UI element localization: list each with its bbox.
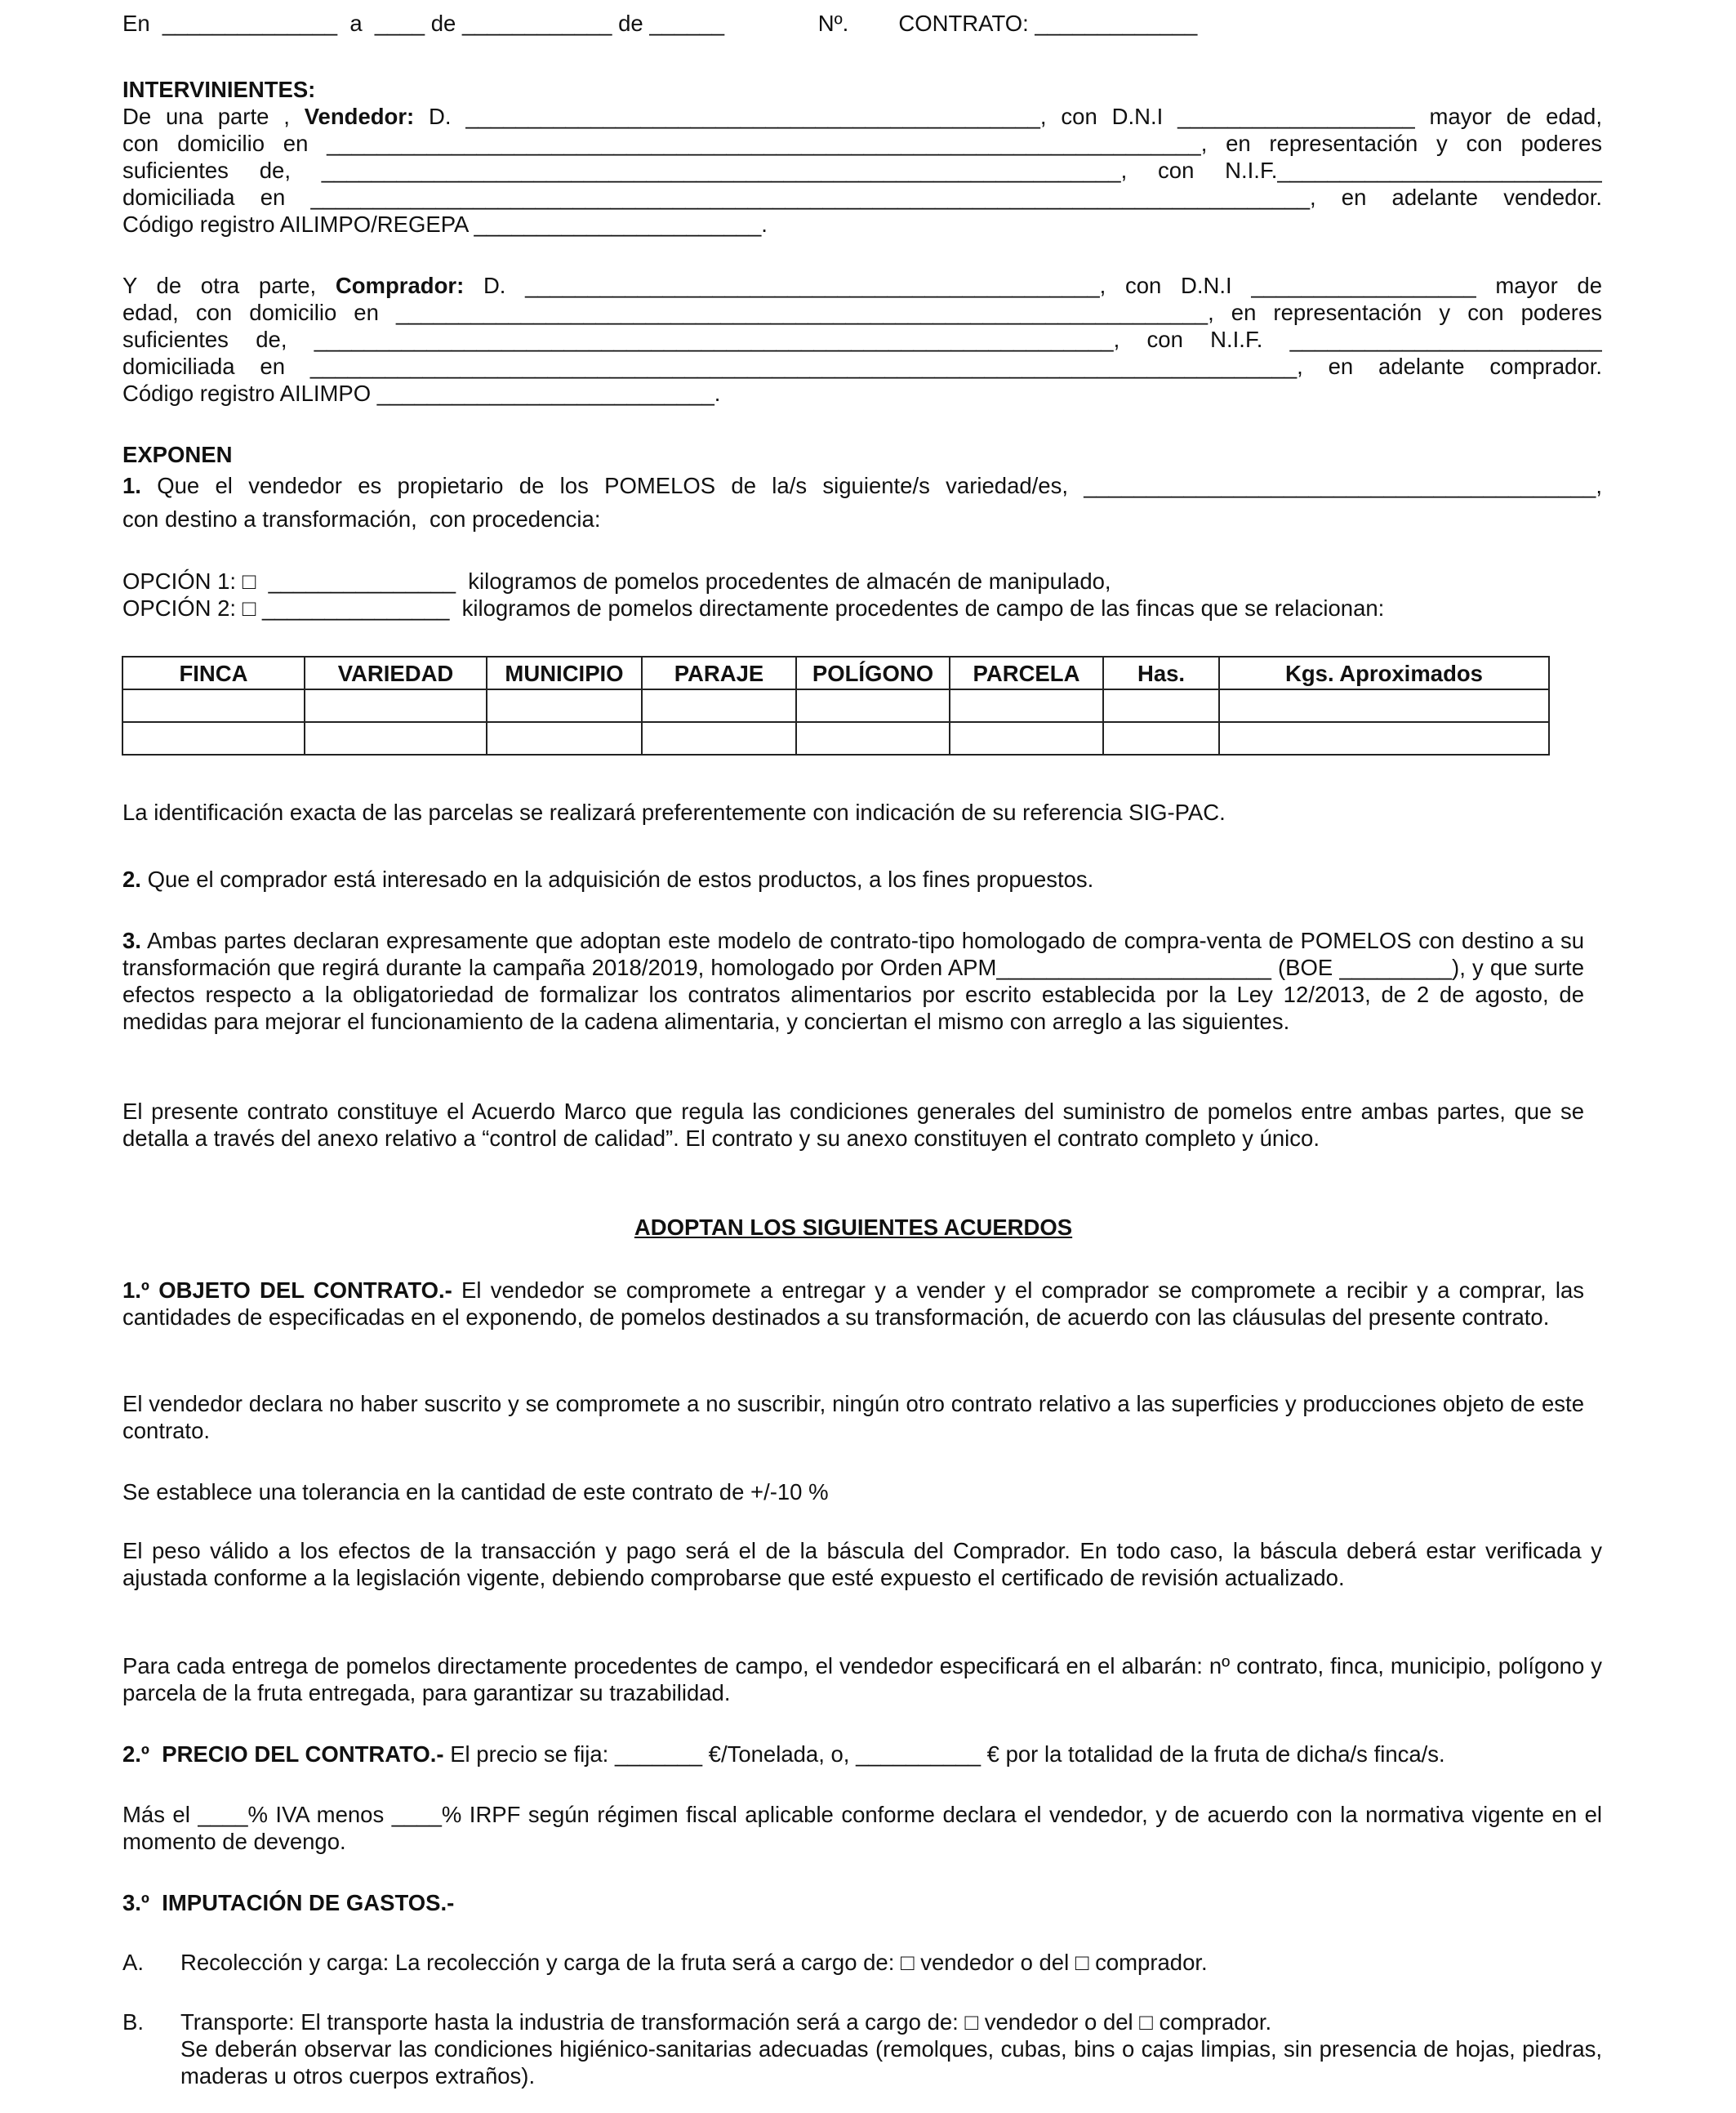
column-header: PARCELA	[950, 657, 1103, 689]
sigpac-note: La identificación exacta de las parcelas se realizará preferentemente con indicación de su referencia SIG-PAC.	[122, 800, 1226, 825]
column-header: PARAJE	[642, 657, 796, 689]
column-header: FINCA	[122, 657, 305, 689]
table-cell[interactable]	[1219, 689, 1549, 722]
column-header: POLÍGONO	[796, 657, 950, 689]
exponen-heading: EXPONEN	[122, 442, 233, 467]
table-header-row	[122, 657, 1549, 689]
table-cell[interactable]	[796, 689, 950, 722]
table-cell[interactable]	[1103, 722, 1219, 755]
acuerdos-heading: ADOPTAN LOS SIGUIENTES ACUERDOS	[634, 1215, 1073, 1240]
table-cell[interactable]	[122, 689, 305, 722]
clausula-gastos: 3.º IMPUTACIÓN DE GASTOS.-	[122, 1890, 455, 1915]
item-a-text: Recolección y carga: La recolección y carga de la fruta será a cargo de: □ vendedor o del □ comprador.	[180, 1950, 1208, 1975]
exponen-3: 3. Ambas partes declaran expresamente que adoptan este modelo de contrato-tipo homologado de compra-venta de POMELOS con destino a su transformación que regirá durante la campaña 2018/2019, homologado por Orden APM______________________ (BOE _________), y que surte efectos respecto a la obligatoriedad de formalizar los contratos alimentarios por escrito establecida por la Ley 12/2013, de 2 de agosto, de medidas para mejorar el funcionamiento de la cadena alimentaria, y conciertan el mismo con arreglo a las siguientes.	[122, 928, 1584, 1034]
table-row	[122, 689, 1549, 722]
vendedor-line-1: De una parte , Vendedor: D. ______________________________________________, con D.N.I ___________________ mayor de edad,	[122, 104, 1602, 129]
column-header: Has.	[1103, 657, 1219, 689]
opcion-2: OPCIÓN 2: □ _______________ kilogramos de pomelos directamente procedentes de campo de las fincas que se relacionan:	[122, 595, 1385, 621]
opcion-1: OPCIÓN 1: □ _______________ kilogramos de pomelos procedentes de almacén de manipulado,	[122, 568, 1111, 594]
vendedor-line-3: suficientes de, ________________________________________________________________, con N.I.F.__________________________	[122, 158, 1602, 183]
table-cell[interactable]	[642, 689, 796, 722]
vendedor-line-4: domiciliada en ________________________________________________________________________________, en adelante vendedor.	[122, 185, 1602, 210]
comprador-line-1: Y de otra parte, Comprador: D. ______________________________________________, con D.N.I __________________ mayor de	[122, 273, 1602, 298]
tolerancia-paragraph: Se establece una tolerancia en la cantidad de este contrato de +/-10 %	[122, 1479, 829, 1505]
intervinientes-heading: INTERVINIENTES:	[122, 77, 316, 102]
table-cell[interactable]	[1219, 722, 1549, 755]
table-row	[122, 722, 1549, 755]
vendedor-line-2: con domicilio en ______________________________________________________________________, en representación y con poderes	[122, 131, 1602, 156]
comprador-line-4: domiciliada en _______________________________________________________________________________, en adelante comprador.	[122, 354, 1602, 379]
table-cell[interactable]	[487, 722, 642, 755]
no-suscrito-paragraph: El vendedor declara no haber suscrito y se compromete a no suscribir, ningún otro contrato relativo a las superficies y producciones objeto de este contrato.	[122, 1391, 1584, 1443]
exponen-1-line-1: 1. Que el vendedor es propietario de los POMELOS de la/s siguiente/s variedad/es, _________________________________________,	[122, 473, 1602, 498]
vendedor-line-5: Código registro AILIMPO/REGEPA _______________________.	[122, 212, 768, 237]
table-cell[interactable]	[796, 722, 950, 755]
table-cell[interactable]	[1103, 689, 1219, 722]
column-header: Kgs. Aproximados	[1219, 657, 1549, 689]
item-b-letter: B.	[122, 2009, 144, 2035]
column-header: MUNICIPIO	[487, 657, 642, 689]
acuerdo-marco-paragraph: El presente contrato constituye el Acuerdo Marco que regula las condiciones generales del suministro de pomelos entre ambas partes, que se detalla a través del anexo relativo a “control de calidad”. El contrato y su anexo constituyen el contrato completo y único.	[122, 1099, 1584, 1151]
clausula-precio: 2.º PRECIO DEL CONTRATO.- El precio se fija: _______ €/Tonelada, o, __________ € por la totalidad de la fruta de dicha/s finca/s.	[122, 1741, 1445, 1767]
comprador-line-5: Código registro AILIMPO ___________________________.	[122, 381, 721, 406]
table-cell[interactable]	[122, 722, 305, 755]
table-cell[interactable]	[642, 722, 796, 755]
table-cell[interactable]	[950, 689, 1103, 722]
item-b-line-1: Transporte: El transporte hasta la industria de transformación será a cargo de: □ vendedor o del □ comprador.	[180, 2009, 1272, 2035]
item-b-line-2: Se deberán observar las condiciones higiénico-sanitarias adecuadas (remolques, cubas, bins o cajas limpias, sin presencia de hojas, piedras, maderas u otros cuerpos extraños).	[180, 2036, 1602, 2088]
item-a-letter: A.	[122, 1950, 144, 1975]
comprador-line-2: edad, con domicilio en _________________________________________________________________, en representación y con poderes	[122, 300, 1602, 325]
table-cell[interactable]	[305, 689, 487, 722]
exponen-2: 2. Que el comprador está interesado en la adquisición de estos productos, a los fines propuestos.	[122, 867, 1094, 892]
contract-header-line: En ______________ a ____ de ____________ de ______ Nº. CONTRATO: _____________	[122, 11, 1198, 36]
table-cell[interactable]	[950, 722, 1103, 755]
iva-paragraph: Más el ____% IVA menos ____% IRPF según régimen fiscal aplicable conforme declara el vendedor, y de acuerdo con la normativa vigente en el momento de devengo.	[122, 1802, 1602, 1854]
table-cell[interactable]	[487, 689, 642, 722]
comprador-line-3: suficientes de, ________________________________________________________________, con N.I.F. _________________________	[122, 327, 1602, 352]
fincas-table	[122, 656, 1550, 756]
clausula-objeto: 1.º OBJETO DEL CONTRATO.- El vendedor se compromete a entregar y a vender y el comprador se compromete a recibir y a comprar, las cantidades de especificadas en el exponendo, de pomelos destinados a su transformación, de acuerdo con las cláusulas del presente contrato.	[122, 1277, 1584, 1330]
table-cell[interactable]	[305, 722, 487, 755]
exponen-1-line-2: con destino a transformación, con procedencia:	[122, 506, 601, 532]
column-header: VARIEDAD	[305, 657, 487, 689]
peso-paragraph: El peso válido a los efectos de la transacción y pago será el de la báscula del Comprador. En todo caso, la báscula deberá estar verificada y ajustada conforme a la legislación vigente, debiendo comprobarse que esté expuesto el certificado de revisión actualizado.	[122, 1538, 1602, 1590]
entrega-paragraph: Para cada entrega de pomelos directamente procedentes de campo, el vendedor especificará en el albarán: nº contrato, finca, municipio, polígono y parcela de la fruta entregada, para garantizar su trazabilidad.	[122, 1653, 1602, 1705]
